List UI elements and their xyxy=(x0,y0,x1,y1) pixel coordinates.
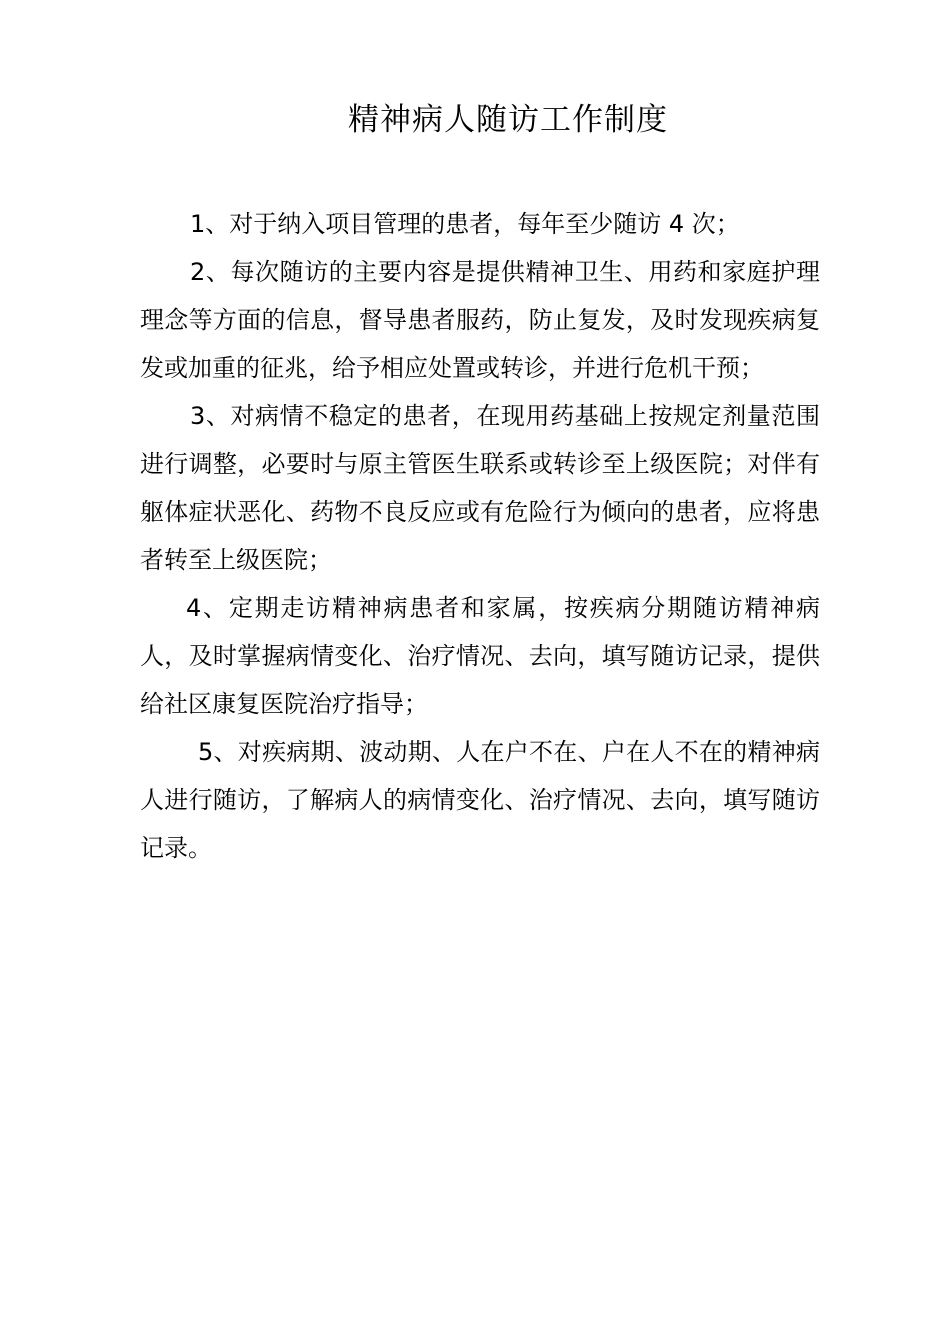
paragraph-3: 3、对病情不稳定的患者，在现用药基础上按规定剂量范围进行调整，必要时与原主管医生联系或转诊至上级医院；对伴有躯体症状恶化、药物不良反应或有危险行为倾向的患者，应将患者转至上级医院； xyxy=(140,402,820,574)
document-title: 精神病人随访工作制度 xyxy=(348,102,668,138)
document-body xyxy=(140,200,820,872)
paragraph-2: 2、每次随访的主要内容是提供精神卫生、用药和家庭护理理念等方面的信息，督导患者服药，防止复发，及时发现疾病复发或加重的征兆，给予相应处置或转诊，并进行危机干预； xyxy=(140,258,820,382)
paragraph-5: 5、对疾病期、波动期、人在户不在、户在人不在的精神病人进行随访，了解病人的病情变化、治疗情况、去向，填写随访记录。 xyxy=(140,738,820,862)
paragraph-4: 4、定期走访精神病患者和家属，按疾病分期随访精神病人，及时掌握病情变化、治疗情况、去向，填写随访记录，提供给社区康复医院治疗指导； xyxy=(140,594,820,718)
paragraph-1: 1、对于纳入项目管理的患者，每年至少随访 4 次； xyxy=(190,210,740,238)
